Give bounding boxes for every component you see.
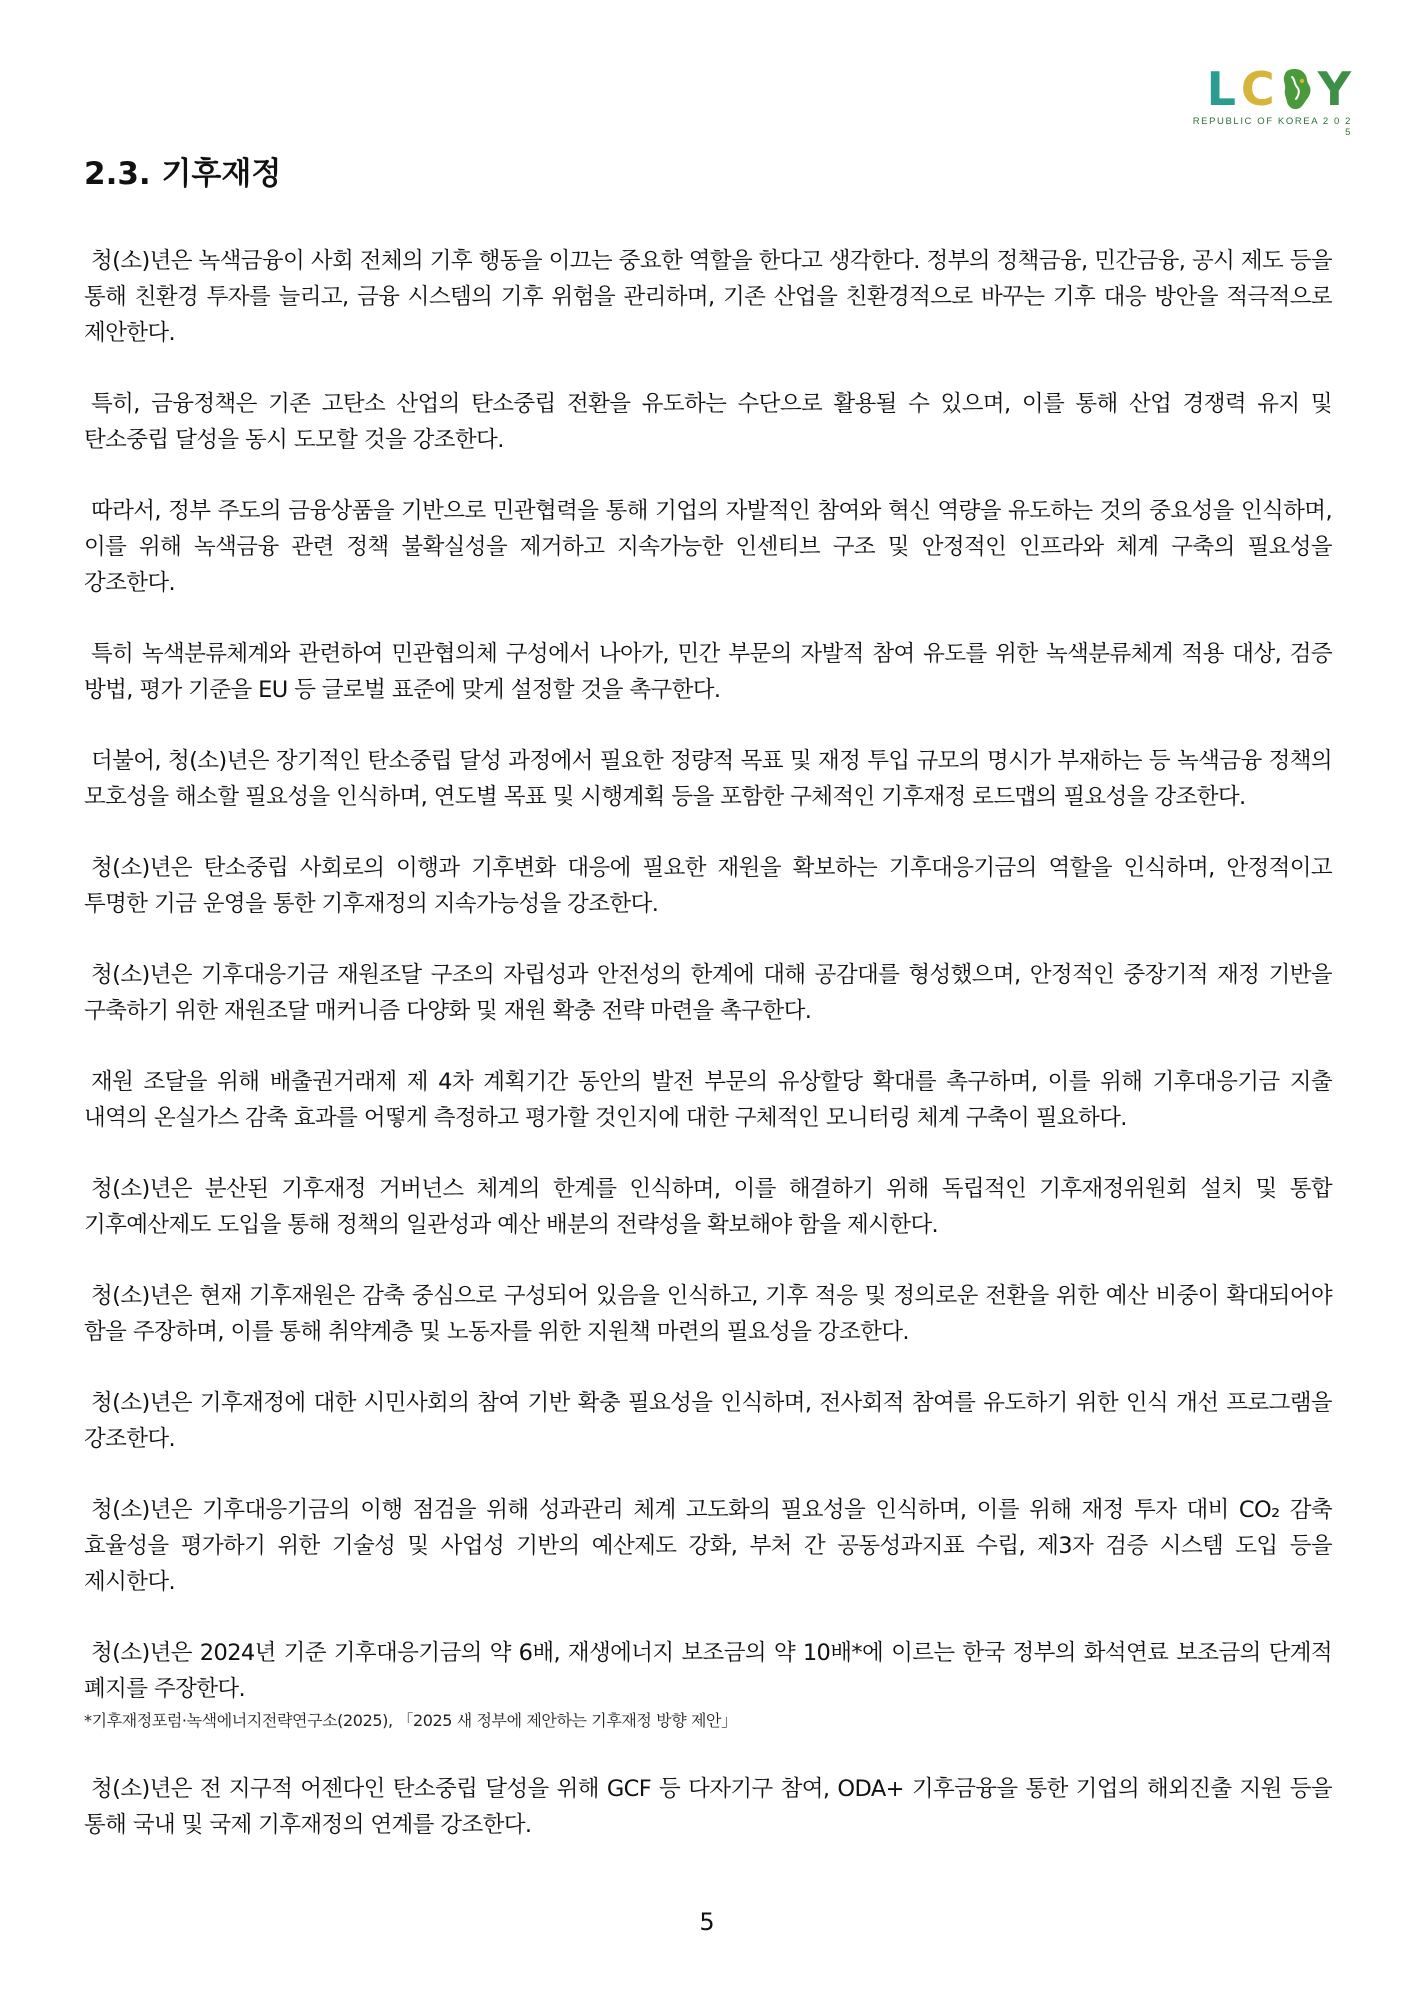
paragraph: 청(소)년은 현재 기후재원은 감축 중심으로 구성되어 있음을 인식하고, 기후 적응 및 정의로운 전환을 위한 예산 비중이 확대되어야 함을 주장하며, 이를 통해 취약계층 및 노동자를 위한 지원책 마련의 필요성을 강조한다. bbox=[84, 1283, 1332, 1345]
paragraph: 따라서, 정부 주도의 금융상품을 기반으로 민관협력을 통해 기업의 자발적인 참여와 혁신 역량을 유도하는 것의 중요성을 인식하며, 이를 위해 녹색금융 관련 정책 불확실성을 제거하고 지속가능한 인센티브 구조 및 안정적인 인프라와 체계 구축의 필요성을 강조한다. bbox=[84, 498, 1332, 596]
paragraph: 특히, 금융정책은 기존 고탄소 산업의 탄소중립 전환을 유도하는 수단으로 활용될 수 있으며, 이를 통해 산업 경쟁력 유지 및 탄소중립 달성을 동시 도모할 것을 강조한다. bbox=[84, 391, 1332, 453]
logo-letter-y: Y bbox=[1317, 62, 1352, 116]
paragraph: 청(소)년은 탄소중립 사회로의 이행과 기후변화 대응에 필요한 재원을 확보하는 기후대응기금의 역할을 인식하며, 안정적이고 투명한 기금 운영을 통한 기후재정의 지속가능성을 강조한다. bbox=[84, 855, 1332, 917]
paragraph: 청(소)년은 기후대응기금 재원조달 구조의 자립성과 안전성의 한계에 대해 공감대를 형성했으며, 안정적인 중장기적 재정 기반을 구축하기 위한 재원조달 매커니즘 다양화 및 재원 확충 전략 마련을 촉구한다. bbox=[84, 962, 1332, 1024]
section-title: 2.3. 기후재정 bbox=[84, 156, 282, 192]
lcoy-logo bbox=[1192, 62, 1352, 138]
paragraph: 청(소)년은 녹색금융이 사회 전체의 기후 행동을 이끄는 중요한 역할을 한다고 생각한다. 정부의 정책금융, 민간금융, 공시 제도 등을 통해 친환경 투자를 늘리고, 금융 시스템의 기후 위험을 관리하며, 기존 산업을 친환경적으로 바꾸는 기후 대응 방안을 적극적으로 제안한다. bbox=[84, 248, 1332, 346]
paragraph: 청(소)년은 2024년 기준 기후대응기금의 약 6배, 재생에너지 보조금의 약 10배*에 이르는 한국 정부의 화석연료 보조금의 단계적 폐지를 주장한다. bbox=[84, 1640, 1332, 1702]
paragraph: 청(소)년은 기후재정에 대한 시민사회의 참여 기반 확충 필요성을 인식하며, 전사회적 참여를 유도하기 위한 인식 개선 프로그램을 강조한다. bbox=[84, 1390, 1332, 1452]
footnote: *기후재정포럼·녹색에너지전략연구소(2025), 「2025 새 정부에 제안하는 기후재정 방향 제안」 bbox=[84, 1711, 737, 1730]
korea-map-icon bbox=[1280, 67, 1314, 111]
document-body bbox=[84, 243, 1332, 1878]
logo-subtitle: REPUBLIC OF KOREA 2 0 2 5 bbox=[1192, 116, 1352, 138]
logo-mark bbox=[1192, 64, 1352, 114]
paragraph: 특히 녹색분류체계와 관련하여 민관협의체 구성에서 나아가, 민간 부문의 자발적 참여 유도를 위한 녹색분류체계 적용 대상, 검증 방법, 평가 기준을 EU 등 글로벌 표준에 맞게 설정할 것을 촉구한다. bbox=[84, 641, 1332, 703]
logo-letter-c: C bbox=[1240, 62, 1276, 116]
paragraph: 청(소)년은 기후대응기금의 이행 점검을 위해 성과관리 체계 고도화의 필요성을 인식하며, 이를 위해 재정 투자 대비 CO₂ 감축 효율성을 평가하기 위한 기술성 및 사업성 기반의 예산제도 강화, 부처 간 공동성과지표 수립, 제3자 검증 시스템 도입 등을 제시한다. bbox=[84, 1497, 1332, 1595]
paragraph: 재원 조달을 위해 배출권거래제 제 4차 계획기간 동안의 발전 부문의 유상할당 확대를 촉구하며, 이를 위해 기후대응기금 지출 내역의 온실가스 감축 효과를 어떻게 측정하고 평가할 것인지에 대한 구체적인 모니터링 체계 구축이 필요하다. bbox=[84, 1069, 1332, 1131]
page-number: 5 bbox=[699, 1908, 715, 1936]
paragraph: 청(소)년은 전 지구적 어젠다인 탄소중립 달성을 위해 GCF 등 다자기구 참여, ODA+ 기후금융을 통한 기업의 해외진출 지원 등을 통해 국내 및 국제 기후재정의 연계를 강조한다. bbox=[84, 1776, 1332, 1838]
paragraph: 더불어, 청(소)년은 장기적인 탄소중립 달성 과정에서 필요한 정량적 목표 및 재정 투입 규모의 명시가 부재하는 등 녹색금융 정책의 모호성을 해소할 필요성을 인식하며, 연도별 목표 및 시행계획 등을 포함한 구체적인 기후재정 로드맵의 필요성을 강조한다. bbox=[84, 748, 1332, 810]
paragraph: 청(소)년은 분산된 기후재정 거버넌스 체계의 한계를 인식하며, 이를 해결하기 위해 독립적인 기후재정위원회 설치 및 통합 기후예산제도 도입을 통해 정책의 일관성과 예산 배분의 전략성을 확보해야 함을 제시한다. bbox=[84, 1176, 1332, 1238]
logo-letter-l: L bbox=[1206, 62, 1237, 116]
